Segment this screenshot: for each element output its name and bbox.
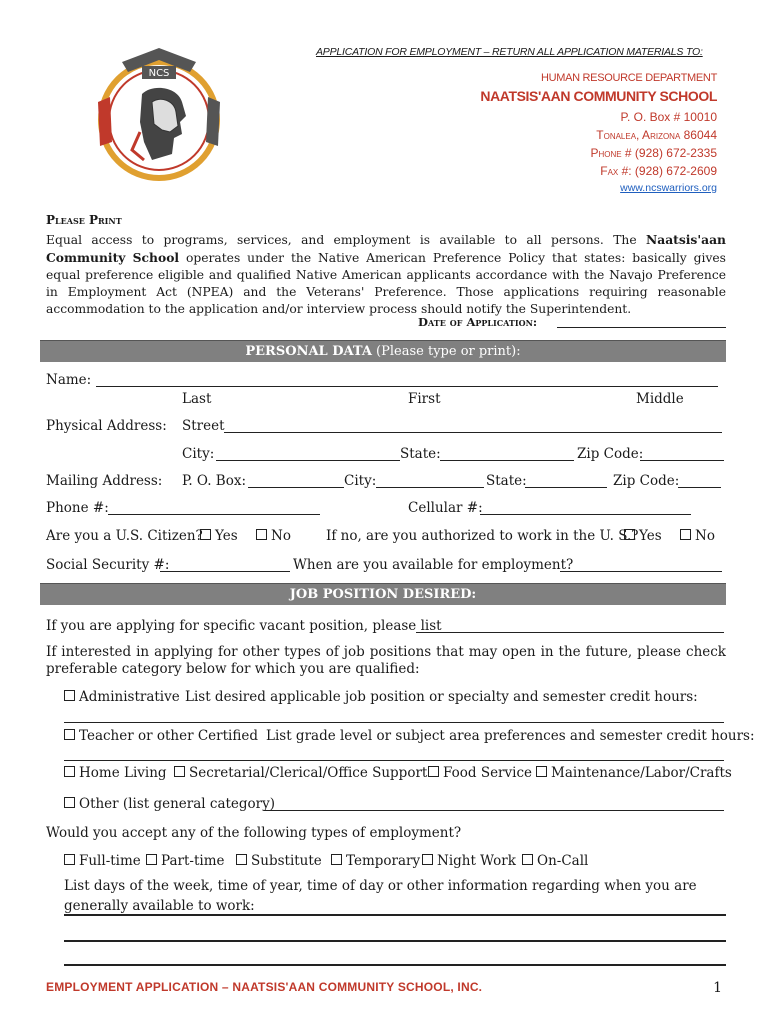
hr-department: HUMAN RESOURCE DEPARTMENT [540,72,717,84]
date-of-application-field[interactable] [557,327,726,328]
specific-position-label: If you are applying for specific vacant position, please list [46,618,442,634]
employment-types-question: Would you accept any of the following types of employment? [46,825,462,841]
equal-access-paragraph: Equal access to programs, services, and employment is available to all persons. The Naatsis'aan Community School operates under the Native American Preference Policy that states: basically gives equal preference eligible and qualified Native American applicants accordance with the Navajo Preference in Employment Act (NPEA) and the Veterans' Preference. Those applications requiring reasonable accommodation to the application and/or interview process should notify the Superintendent. [46,232,726,316]
home-living-checkbox[interactable]: Home Living [64,765,167,781]
school-fax: Fax #: (928) 672-2609 [600,164,717,178]
temporary-checkbox[interactable]: Temporary [331,853,420,869]
availability-question: When are you available for employment? [293,557,574,573]
administrative-checkbox[interactable]: Administrative [64,689,180,705]
state-label: State: [400,446,441,462]
ssn-label: Social Security #: [46,557,170,573]
authorized-yes-checkbox[interactable]: Yes [624,528,662,544]
mailing-city-field[interactable] [376,487,484,488]
cellular-field[interactable] [480,514,691,515]
citizen-no-checkbox[interactable]: No [256,528,291,544]
footer-text: EMPLOYMENT APPLICATION – NAATSIS'AAN COMMUNITY SCHOOL, INC. [46,980,483,994]
street-field[interactable] [224,432,722,433]
city-label: City: [182,446,215,462]
administrative-instructions: List desired applicable job position or specialty and semester credit hours: [185,689,698,705]
authorized-question: If no, are you authorized to work in the U. S.? [326,528,639,544]
last-name-caption: Last [182,391,212,407]
ssn-field[interactable] [160,571,290,572]
part-time-checkbox[interactable]: Part-time [146,853,225,869]
school-name-bold: Naatsis'aan Community School [46,232,726,265]
teacher-instructions: List grade level or subject area preferences and semester credit hours: [266,728,755,744]
teacher-checkbox[interactable]: Teacher or other Certified [64,728,258,744]
other-category-field[interactable] [264,810,724,811]
on-call-checkbox[interactable]: On-Call [522,853,588,869]
school-logo [82,42,237,192]
substitute-checkbox[interactable]: Substitute [236,853,322,869]
food-service-checkbox[interactable]: Food Service [428,765,532,781]
form-title: APPLICATION FOR EMPLOYMENT – RETURN ALL APPLICATION MATERIALS TO: [316,46,703,58]
school-phone: Phone # (928) 672-2335 [590,146,717,160]
availability-line-2[interactable] [64,940,726,942]
school-name: NAATSIS'AAN COMMUNITY SCHOOL [480,88,717,104]
mailing-state-field[interactable] [525,487,607,488]
availability-line-1[interactable] [64,914,726,916]
mailing-zip-label: Zip Code: [613,473,680,489]
first-name-caption: First [408,391,441,407]
school-website-link[interactable]: www.ncswarriors.org [620,182,717,194]
page-number: 1 [713,980,722,996]
other-positions-instructions: If interested in applying for other types of job positions that may open in the future, please check preferable category below for which you are qualified: [46,644,726,677]
mailing-city-label: City: [344,473,377,489]
po-box-label: P. O. Box: [182,473,246,489]
citizen-yes-checkbox[interactable]: Yes [200,528,238,544]
name-label: Name: [46,372,92,388]
state-field[interactable] [440,460,574,461]
night-work-checkbox[interactable]: Night Work [422,853,516,869]
date-of-application-label: Date of Application: [418,315,538,329]
physical-address-label: Physical Address: [46,418,167,434]
availability-field[interactable] [560,571,722,572]
other-category-checkbox[interactable]: Other (list general category) [64,796,275,812]
mailing-zip-field[interactable] [678,487,721,488]
citizen-question: Are you a U.S. Citizen? [46,528,203,544]
zip-field[interactable] [640,460,724,461]
please-print-heading: Please Print [46,213,122,227]
mailing-address-label: Mailing Address: [46,473,163,489]
personal-data-header: PERSONAL DATA (Please type or print): [40,340,726,362]
mailing-state-label: State: [486,473,527,489]
availability-line-3[interactable] [64,964,726,966]
logo-text: NCS [148,68,170,79]
phone-field[interactable] [108,514,320,515]
zip-label: Zip Code: [577,446,644,462]
name-field[interactable] [96,386,718,387]
maintenance-checkbox[interactable]: Maintenance/Labor/Crafts [536,765,732,781]
city-field[interactable] [216,460,400,461]
phone-label: Phone #: [46,500,109,516]
specific-position-field[interactable] [416,632,724,633]
cellular-label: Cellular #: [408,500,483,516]
full-time-checkbox[interactable]: Full-time [64,853,141,869]
job-position-header: JOB POSITION DESIRED: [40,583,726,605]
secretarial-checkbox[interactable]: Secretarial/Clerical/Office Support [174,765,427,781]
street-label: Street [182,418,225,434]
availability-instructions: List days of the week, time of year, time of day or other information regarding when you are generally available to work: [64,878,697,914]
authorized-no-checkbox[interactable]: No [680,528,715,544]
school-pobox: P. O. Box # 10010 [620,110,717,124]
teacher-field[interactable] [64,760,724,761]
middle-name-caption: Middle [636,391,684,407]
school-city: Tonalea, Arizona 86044 [596,128,717,142]
administrative-field[interactable] [64,722,724,723]
po-box-field[interactable] [248,487,344,488]
